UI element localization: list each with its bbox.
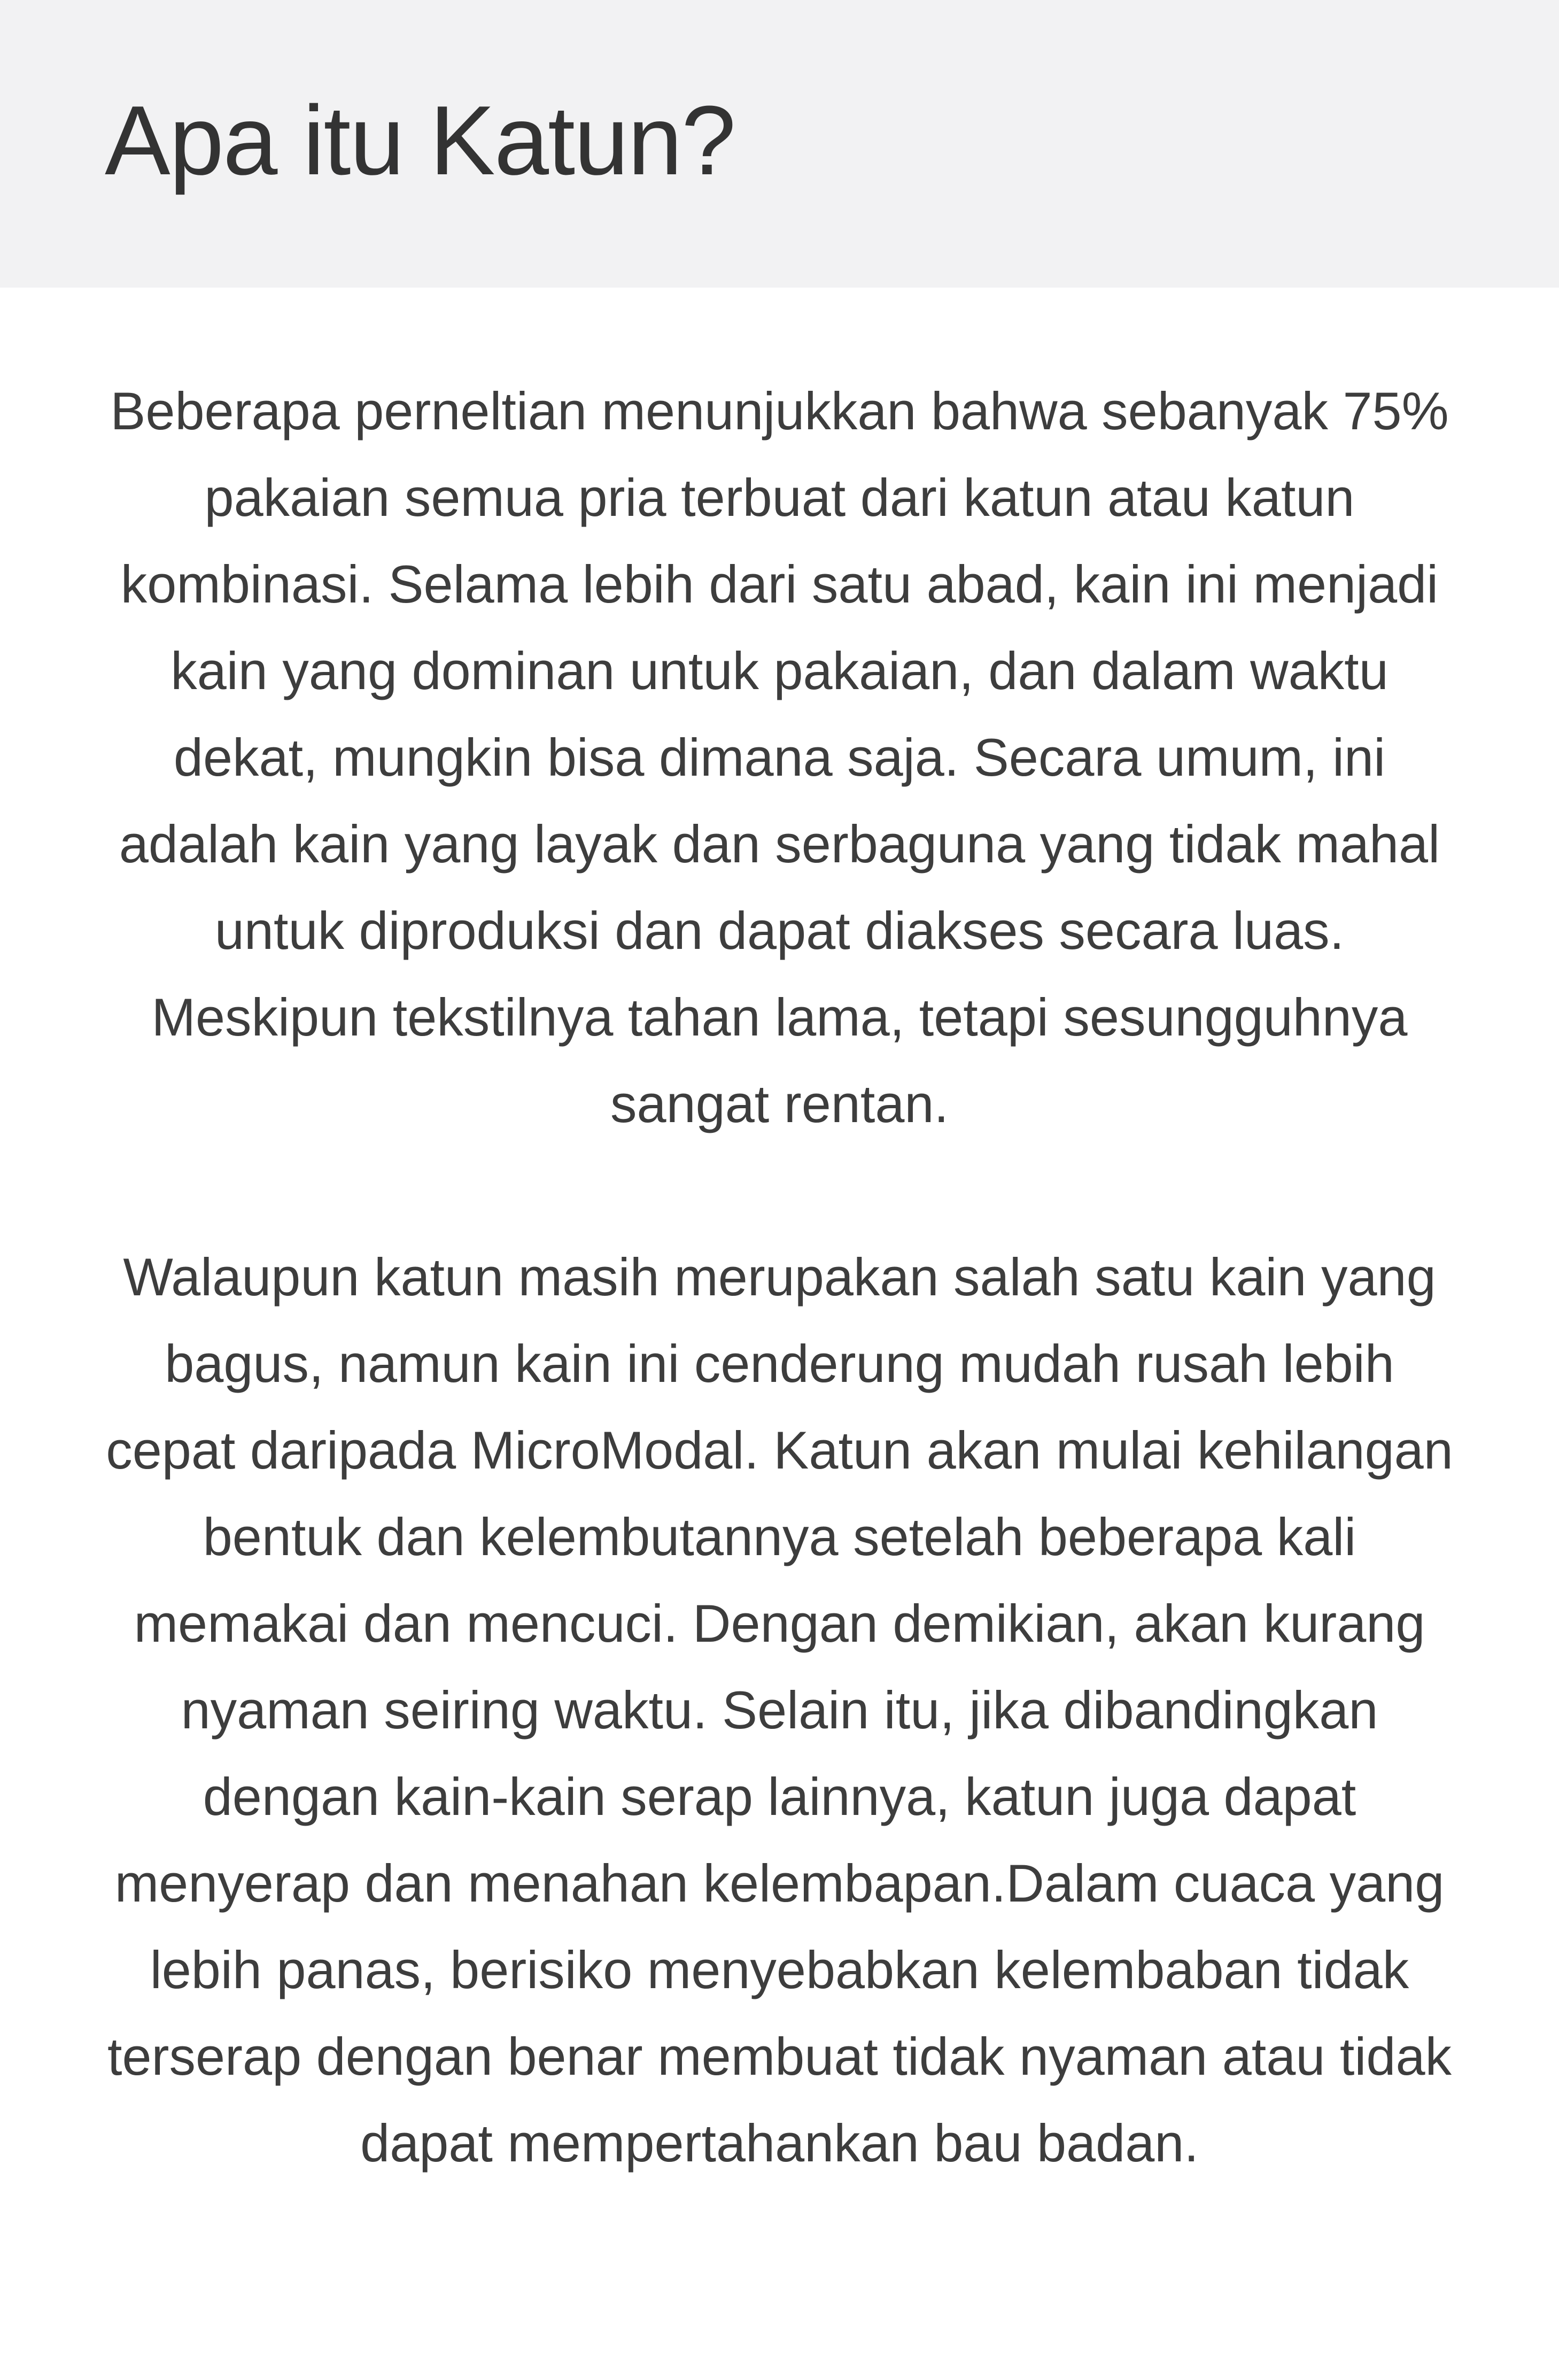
article-paragraph-2: Walaupun katun masih merupakan salah satu kain yang bagus, namun kain ini cenderung mudah rusah lebih cepat daripada MicroModal. Katun akan mulai kehilangan bentuk dan kelembutannya setelah beberapa kali memakai dan mencuci. Dengan demikian, akan kurang nyaman seiring waktu. Selain itu, jika dibandingkan dengan kain-kain serap lainnya, katun juga dapat menyerap dan menahan kelembapan.Dalam cuaca yang lebih panas, berisiko menyebabkan kelembaban tidak terserap dengan benar membuat tidak nyaman atau tidak dapat mempertahankan bau badan.: [106, 1247, 1453, 2173]
page-header: [0, 0, 1559, 288]
article-body: [96, 368, 1463, 2186]
article-paragraph-1: Beberapa perneltian menunjukkan bahwa sebanyak 75% pakaian semua pria terbuat dari katun atau katun kombinasi. Selama lebih dari satu abad, kain ini menjadi kain yang dominan untuk pakaian, dan dalam waktu dekat, mungkin bisa dimana saja. Secara umum, ini adalah kain yang layak dan serbaguna yang tidak mahal untuk diproduksi dan dapat diakses secara luas. Meskipun tekstilnya tahan lama, tetapi sesungguhnya sangat rentan.: [110, 381, 1449, 1133]
page-title: Apa itu Katun?: [105, 85, 735, 195]
